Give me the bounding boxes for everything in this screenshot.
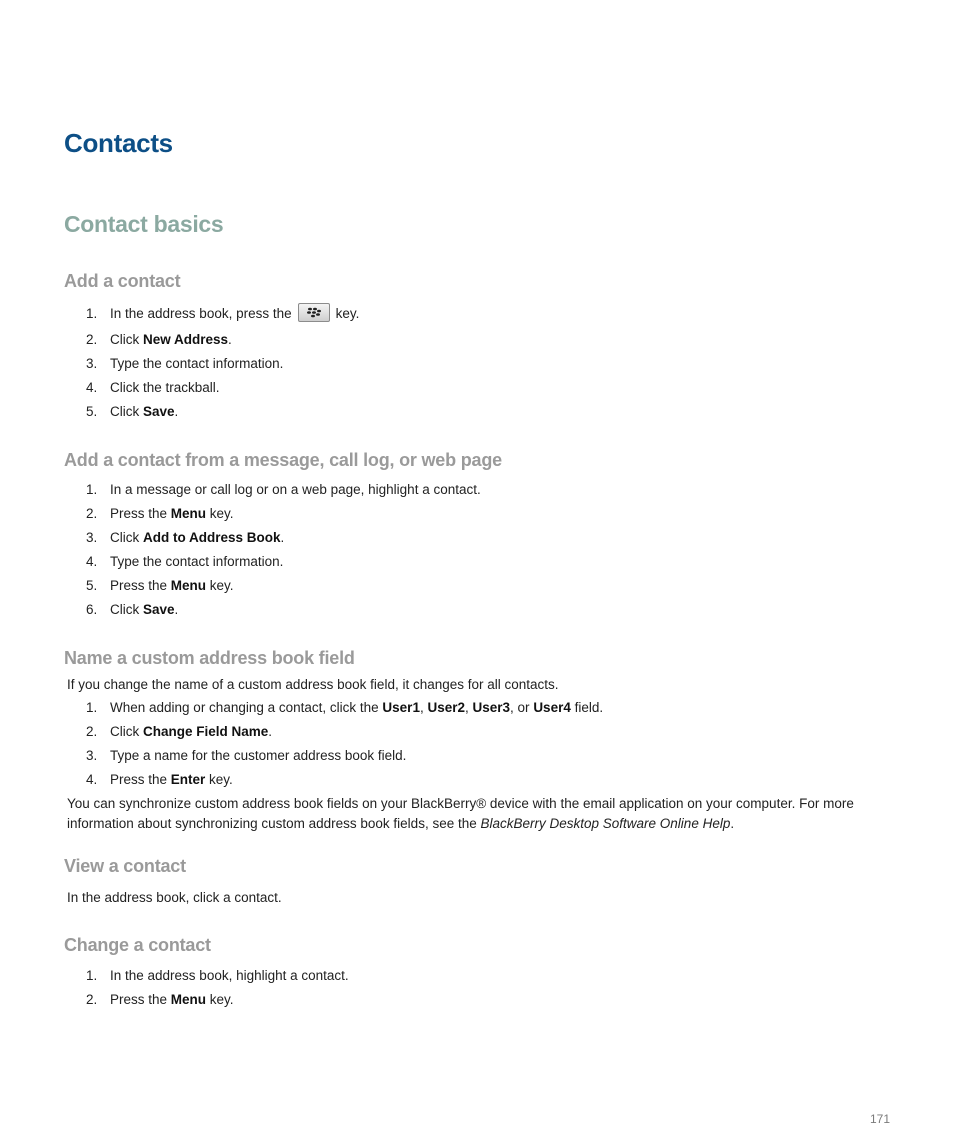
heading-add-contact: Add a contact <box>64 271 181 291</box>
step-text-end: . <box>280 530 285 545</box>
step-number: 6. <box>86 602 98 617</box>
help-reference: BlackBerry Desktop Software Online Help <box>480 816 731 831</box>
step-text: When adding or changing a contact, click the <box>110 700 383 715</box>
step-text: Click <box>110 530 143 545</box>
step-number: 3. <box>86 356 98 371</box>
chapter-title: Contacts <box>64 128 173 158</box>
step-text: Type the contact information. <box>110 356 284 371</box>
step-text-end: key. <box>206 578 234 593</box>
step-text-end: key. <box>205 772 233 787</box>
step-text: Click <box>110 404 143 419</box>
step-text-end: . <box>228 332 232 347</box>
step-number: 1. <box>86 482 98 497</box>
step-text-end: . <box>174 404 179 419</box>
heading-add-from-message: Add a contact from a message, call log, or web page <box>64 450 502 470</box>
ui-label: Add to Address Book <box>143 530 281 545</box>
step-number: 2. <box>86 332 98 347</box>
ui-label: Enter <box>170 772 206 787</box>
step-number: 4. <box>86 554 98 569</box>
ui-label: User2 <box>427 700 465 715</box>
step-number: 1. <box>86 968 98 983</box>
step-number: 4. <box>86 380 98 395</box>
ui-label: Menu <box>170 506 207 521</box>
step-text-end: . <box>174 602 179 617</box>
ui-label: Menu <box>170 578 207 593</box>
ui-label: Save <box>143 404 175 419</box>
separator: , <box>419 700 428 715</box>
ui-label: Menu <box>170 992 207 1007</box>
ui-label: New Address <box>143 332 229 347</box>
view-contact-text: In the address book, click a contact. <box>67 890 282 905</box>
step-text: Type a name for the customer address book field. <box>110 748 407 763</box>
separator: , <box>465 700 473 715</box>
step-number: 3. <box>86 530 98 545</box>
step-text: In a message or call log or on a web page, highlight a contact. <box>110 482 481 497</box>
heading-change-contact: Change a contact <box>64 935 211 955</box>
ui-label: User4 <box>533 700 571 715</box>
custom-field-intro: If you change the name of a custom address book field, it changes for all contacts. <box>67 677 559 692</box>
step-text: Press the <box>110 772 171 787</box>
step-text: Click <box>110 332 143 347</box>
step-text-end: field. <box>570 700 604 715</box>
step-number: 5. <box>86 404 98 419</box>
step-text: Type the contact information. <box>110 554 284 569</box>
step-text: Click <box>110 724 143 739</box>
heading-view-contact: View a contact <box>64 856 186 876</box>
step-text-end: key. <box>335 306 360 321</box>
note-line: You can synchronize custom address book fields on your BlackBerry® device with the email application on your computer. For more <box>67 796 854 811</box>
step-text-end: key. <box>206 992 234 1007</box>
step-number: 3. <box>86 748 98 763</box>
section-title: Contact basics <box>64 211 224 237</box>
note-line: information about synchronizing custom address book fields, see the <box>67 816 481 831</box>
step-text: Click the trackball. <box>110 380 220 395</box>
step-text-end: . <box>268 724 273 739</box>
step-number: 1. <box>86 700 98 715</box>
step-number: 5. <box>86 578 98 593</box>
separator: , or <box>510 700 534 715</box>
step-text: Press the <box>110 578 171 593</box>
ui-label: User1 <box>382 700 420 715</box>
ui-label: User3 <box>472 700 511 715</box>
ui-label: Change Field Name <box>143 724 269 739</box>
step-text: In the address book, press the <box>110 306 292 321</box>
heading-custom-field: Name a custom address book field <box>64 648 355 668</box>
page-number: 171 <box>869 1112 890 1126</box>
step-number: 2. <box>86 506 98 521</box>
step-text: Click <box>110 602 143 617</box>
step-number: 4. <box>86 772 98 787</box>
note-end: . <box>730 816 735 831</box>
step-number: 2. <box>86 992 98 1007</box>
blackberry-menu-key-icon <box>298 303 330 322</box>
custom-field-note <box>67 794 877 834</box>
step-number: 2. <box>86 724 98 739</box>
ui-label: Save <box>143 602 175 617</box>
step-number: 1. <box>86 306 98 321</box>
step-text: Press the <box>110 506 171 521</box>
step-text-end: key. <box>206 506 234 521</box>
step-text: In the address book, highlight a contact. <box>110 968 349 983</box>
step-text: Press the <box>110 992 171 1007</box>
